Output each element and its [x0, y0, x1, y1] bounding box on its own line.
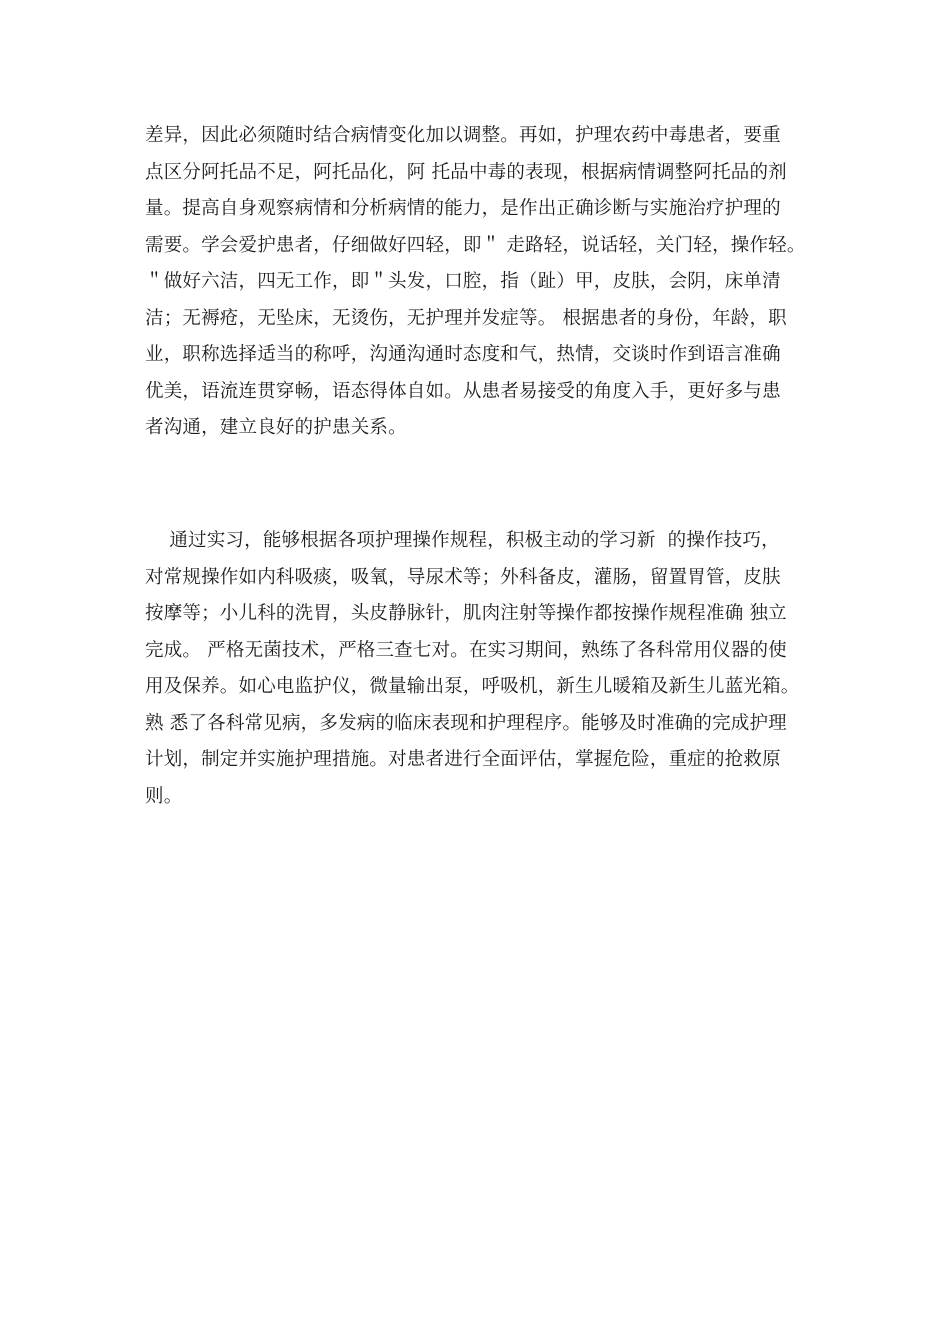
paragraph-nursing-communication	[145, 118, 825, 447]
text-line: 者沟通，建立良好的护患关系。	[145, 417, 407, 438]
text-line: 通过实习，能够根据各项护理操作规程，积极主动的学习新 的操作技巧，	[145, 530, 780, 551]
text-line: 差异，因此必须随时结合病情变化加以调整。再如，护理农药中毒患者，要重	[145, 125, 781, 146]
text-line: 量。提高自身观察病情和分析病情的能力，是作出正确诊断与实施治疗护理的	[145, 198, 781, 219]
paragraph-internship-skills	[145, 523, 825, 815]
text-line: 熟 悉了各科常见病，多发病的临床表现和护理程序。能够及时准确的完成护理	[145, 712, 787, 734]
text-line: 则。	[145, 785, 183, 807]
text-line: 按摩等；小儿科的洗胃，头皮静脉针，肌肉注射等操作都按操作规程准确 独立	[145, 603, 787, 624]
text-line: 业，职称选择适当的称呼，沟通沟通时态度和气，热情，交谈时作到语言准确	[145, 344, 781, 365]
text-line: 用及保养。如心电监护仪，微量输出泵，呼吸机，新生儿暖箱及新生儿蓝光箱。	[145, 676, 800, 697]
text-line: 对常规操作如内科吸痰，吸氧，导尿术等；外科备皮，灌肠，留置胃管，皮肤	[145, 566, 781, 588]
text-line: 计划，制定并实施护理措施。对患者进行全面评估，掌握危险，重症的抢救原	[145, 749, 781, 770]
text-line: 优美，语流连贯穿畅，语态得体自如。从患者易接受的角度入手，更好多与患	[145, 380, 781, 402]
text-line: 洁；无褥疮，无坠床，无烫伤，无护理并发症等。 根据患者的身份，年龄，职	[145, 307, 787, 329]
text-line: 需要。学会爱护患者，仔细做好四轻，即＂ 走路轻，说话轻，关门轻，操作轻。	[145, 234, 806, 256]
text-line: 完成。 严格无菌技术，严格三查七对。在实习期间，熟练了各科常用仪器的使	[145, 639, 787, 661]
text-line: ＂做好六洁，四无工作，即＂头发，口腔，指（趾）甲，皮肤，会阴，床单清	[145, 271, 781, 292]
text-line: 点区分阿托品不足，阿托品化，阿 托品中毒的表现，根据病情调整阿托品的剂	[145, 161, 787, 183]
